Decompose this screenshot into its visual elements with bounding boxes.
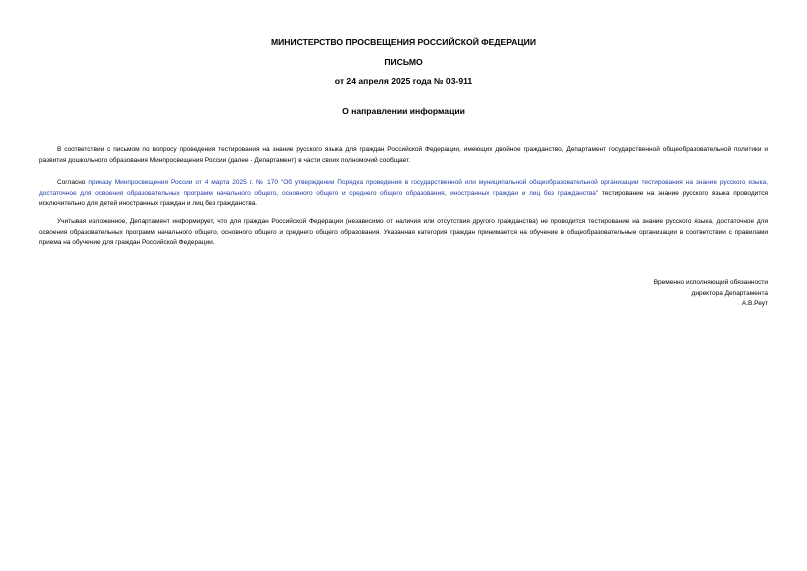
signature-position: Временно исполняющий обязанности [653,279,768,286]
order-link[interactable]: приказу Минпросвещения России от 4 марта 2025 г. № 170 "Об утверждении Порядка проведения в государственной или муниципальной общеобразовательной организации тестирования на знание русского языка, достаточное для освоения образовательных программ начального общего, основного общего и среднего общего образования, иностранных граждан и лиц без гражданства" [39,179,768,197]
signature-block [654,278,768,310]
paragraph-order-reference [39,178,768,210]
signature-name: А.В.Реут [741,300,768,307]
paragraph-order-prefix: Согласно [57,179,89,186]
paragraph-order-suffix: тестирование на знание русского языка проводится исключительно для детей иностранных граждан и лиц без гражданства. [39,189,768,207]
document-date-number: от 24 апреля 2025 года № 03-911 [334,76,473,86]
paragraph-conclusion: Учитывая изложенное, Департамент информирует, что для граждан Российской Федерации (независимо от наличия или отсутствия другого гражданства) не проводится тестирование на знание русского языка, достаточное для освоения образовательных программ начального общего, основного общего и среднего общего образования. Указанная категория граждан принимается на обучение в общеобразовательные организации в соответствии с правилами приема на обучение для граждан Российской Федерации. [39,218,768,246]
ministry-title: МИНИСТЕРСТВО ПРОСВЕЩЕНИЯ РОССИЙСКОЙ ФЕДЕРАЦИИ [270,37,537,47]
signature-department: директора Департамента [691,289,768,297]
document-type: ПИСЬМО [384,57,423,67]
document-subject: О направлении информации [342,106,465,116]
paragraph-intro: В соответствии с письмом по вопросу проведения тестирования на знание русского языка для граждан Российской Федерации, имеющих двойное гражданство, Департамент государственной общеобразовательной политики и развития дошкольного образования Минпросвещения России (далее - Департамент) в части своих полномочий сообщает. [39,146,768,164]
